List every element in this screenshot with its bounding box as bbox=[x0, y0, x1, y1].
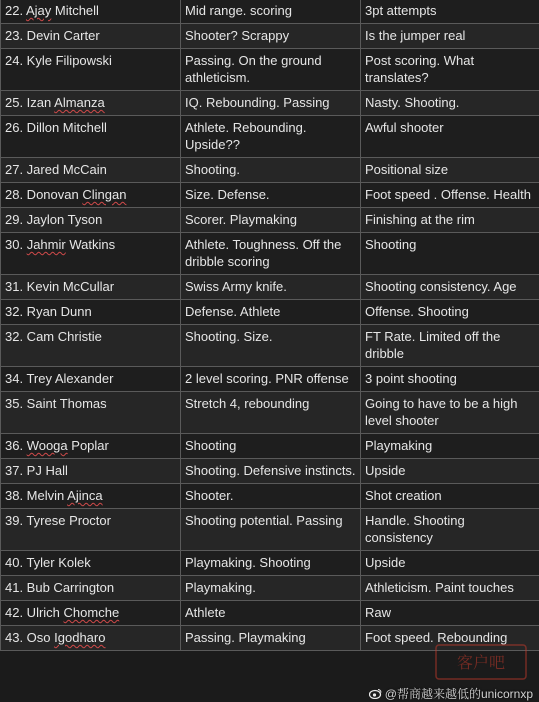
strengths-cell[interactable] bbox=[181, 325, 361, 367]
prospect-name-cell[interactable] bbox=[1, 233, 181, 275]
cell-text: 26. Dillon Mitchell bbox=[5, 120, 107, 135]
cell-text: 3 point shooting bbox=[365, 371, 457, 386]
cell-text: Shooting potential. Passing bbox=[185, 513, 343, 528]
cell-text: Defense. Athlete bbox=[185, 304, 281, 319]
prospect-name-cell[interactable] bbox=[1, 367, 181, 392]
strengths-cell[interactable] bbox=[181, 208, 361, 233]
cell-text: Positional size bbox=[365, 162, 449, 177]
table-row bbox=[1, 601, 539, 626]
prospect-name-cell[interactable] bbox=[1, 208, 181, 233]
strengths-cell[interactable] bbox=[181, 91, 361, 116]
watermark-text: @帮商越来越低的unicornxp bbox=[384, 687, 533, 701]
strengths-cell[interactable] bbox=[181, 367, 361, 392]
weaknesses-cell[interactable] bbox=[361, 24, 539, 49]
prospect-name-cell[interactable] bbox=[1, 91, 181, 116]
weaknesses-cell[interactable] bbox=[361, 367, 539, 392]
cell-text: IQ. Rebounding. Passing bbox=[185, 95, 330, 110]
cell-text: Passing. Playmaking bbox=[185, 630, 306, 645]
cell-text: Post scoring. What translates? bbox=[365, 53, 475, 85]
table-row bbox=[1, 434, 539, 459]
prospect-name-cell[interactable] bbox=[1, 275, 181, 300]
strengths-cell[interactable] bbox=[181, 434, 361, 459]
cell-text: Nasty. Shooting. bbox=[365, 95, 460, 110]
strengths-cell[interactable] bbox=[181, 233, 361, 275]
strengths-cell[interactable] bbox=[181, 601, 361, 626]
cell-text: 42. Ulrich bbox=[5, 605, 64, 620]
cell-text: 40. Tyler Kolek bbox=[5, 555, 91, 570]
cell-text: 32. Cam Christie bbox=[5, 329, 102, 344]
prospect-name-cell[interactable] bbox=[1, 459, 181, 484]
prospect-name-cell[interactable] bbox=[1, 434, 181, 459]
table-row bbox=[1, 233, 539, 275]
cell-text: 41. Bub Carrington bbox=[5, 580, 115, 595]
table-row bbox=[1, 392, 539, 434]
cell-text: 28. Donovan bbox=[5, 187, 83, 202]
cell-text: Shooter? Scrappy bbox=[185, 28, 290, 43]
cell-text: 3pt attempts bbox=[365, 3, 437, 18]
cell-text: Stretch 4, rebounding bbox=[185, 396, 310, 411]
cell-text: 30. bbox=[5, 237, 27, 252]
weaknesses-cell[interactable] bbox=[361, 233, 539, 275]
cell-text: 25. Izan bbox=[5, 95, 55, 110]
prospect-name-cell[interactable] bbox=[1, 325, 181, 367]
weaknesses-cell[interactable] bbox=[361, 49, 539, 91]
prospect-name-cell[interactable] bbox=[1, 158, 181, 183]
cell-text: Playmaking bbox=[365, 438, 433, 453]
table-row bbox=[1, 300, 539, 325]
spellcheck-flagged-word: Clingan bbox=[82, 187, 127, 202]
cell-text: Offense. Shooting bbox=[365, 304, 469, 319]
prospect-name-cell[interactable] bbox=[1, 601, 181, 626]
weaknesses-cell[interactable] bbox=[361, 392, 539, 434]
cell-text: Watkins bbox=[65, 237, 116, 252]
table-row bbox=[1, 116, 539, 158]
prospect-name-cell[interactable] bbox=[1, 300, 181, 325]
prospect-table-body bbox=[1, 0, 539, 651]
weaknesses-cell[interactable] bbox=[361, 601, 539, 626]
prospect-name-cell[interactable] bbox=[1, 116, 181, 158]
watermark-seal-text: 客户吧 bbox=[456, 653, 506, 672]
prospect-name-cell[interactable] bbox=[1, 183, 181, 208]
cell-text: FT Rate. Limited off the dribble bbox=[365, 329, 501, 361]
spellcheck-flagged-word: Almanza bbox=[54, 95, 105, 110]
cell-text: 35. Saint Thomas bbox=[5, 396, 107, 411]
strengths-cell[interactable] bbox=[181, 0, 361, 24]
spellcheck-flagged-word: Ajinca bbox=[67, 488, 103, 503]
cell-text: Finishing at the rim bbox=[365, 212, 475, 227]
cell-text: 39. Tyrese Proctor bbox=[5, 513, 111, 528]
spellcheck-flagged-word: Jahmir bbox=[26, 237, 66, 252]
cell-text: Athlete. Toughness. Off the dribble scoring bbox=[185, 237, 342, 269]
strengths-cell[interactable] bbox=[181, 158, 361, 183]
strengths-cell[interactable] bbox=[181, 459, 361, 484]
table-row bbox=[1, 367, 539, 392]
strengths-cell[interactable] bbox=[181, 49, 361, 91]
cell-text: Swiss Army knife. bbox=[185, 279, 287, 294]
cell-text: Mid range. scoring bbox=[185, 3, 292, 18]
cell-text: Shot creation bbox=[365, 488, 442, 503]
weaknesses-cell[interactable] bbox=[361, 434, 539, 459]
prospect-name-cell[interactable] bbox=[1, 576, 181, 601]
strengths-cell[interactable] bbox=[181, 392, 361, 434]
spellcheck-flagged-word: Ajay bbox=[25, 3, 52, 18]
prospect-name-cell[interactable] bbox=[1, 484, 181, 509]
strengths-cell[interactable] bbox=[181, 551, 361, 576]
cell-text: Raw bbox=[365, 605, 392, 620]
weaknesses-cell[interactable] bbox=[361, 509, 539, 551]
strengths-cell[interactable] bbox=[181, 484, 361, 509]
cell-text: Upside bbox=[365, 555, 406, 570]
cell-text: Upside bbox=[365, 463, 406, 478]
prospect-name-cell[interactable] bbox=[1, 49, 181, 91]
cell-text: 38. Melvin bbox=[5, 488, 68, 503]
table-row bbox=[1, 484, 539, 509]
weibo-icon bbox=[369, 688, 382, 699]
table-row bbox=[1, 576, 539, 601]
cell-text: Scorer. Playmaking bbox=[185, 212, 297, 227]
strengths-cell[interactable] bbox=[181, 183, 361, 208]
cell-text: Is the jumper real bbox=[365, 28, 466, 43]
strengths-cell[interactable] bbox=[181, 24, 361, 49]
cell-text: Playmaking. bbox=[185, 580, 256, 595]
cell-text: Shooter. bbox=[185, 488, 234, 503]
table-row bbox=[1, 275, 539, 300]
cell-text: 32. Ryan Dunn bbox=[5, 304, 92, 319]
cell-text: Shooting consistency. Age bbox=[365, 279, 517, 294]
cell-text: 23. Devin Carter bbox=[5, 28, 100, 43]
table-row bbox=[1, 49, 539, 91]
weaknesses-cell[interactable] bbox=[361, 183, 539, 208]
table-row bbox=[1, 91, 539, 116]
cell-text: 37. PJ Hall bbox=[5, 463, 68, 478]
cell-text: Size. Defense. bbox=[185, 187, 270, 202]
cell-text: Handle. Shooting consistency bbox=[365, 513, 465, 545]
prospect-name-cell[interactable] bbox=[1, 626, 181, 651]
table-row bbox=[1, 551, 539, 576]
cell-text: Foot speed . Offense. Health bbox=[365, 187, 531, 202]
strengths-cell[interactable] bbox=[181, 300, 361, 325]
cell-text: Poplar bbox=[67, 438, 109, 453]
strengths-cell[interactable] bbox=[181, 576, 361, 601]
table-row bbox=[1, 158, 539, 183]
spellcheck-flagged-word: Chomche bbox=[63, 605, 120, 620]
cell-text: 22. bbox=[5, 3, 26, 18]
cell-text: Shooting. bbox=[185, 162, 240, 177]
cell-text: Athlete bbox=[185, 605, 226, 620]
prospect-name-cell[interactable] bbox=[1, 551, 181, 576]
cell-text: 2 level scoring. PNR offense bbox=[185, 371, 349, 386]
strengths-cell[interactable] bbox=[181, 275, 361, 300]
cell-text: 36. bbox=[5, 438, 27, 453]
cell-text: 27. Jared McCain bbox=[5, 162, 107, 177]
cell-text: Shooting. Size. bbox=[185, 329, 273, 344]
cell-text: 31. Kevin McCullar bbox=[5, 279, 115, 294]
cell-text: 43. Oso bbox=[5, 630, 55, 645]
prospect-name-cell[interactable] bbox=[1, 509, 181, 551]
prospect-name-cell[interactable] bbox=[1, 24, 181, 49]
weaknesses-cell[interactable] bbox=[361, 208, 539, 233]
cell-text: Athleticism. Paint touches bbox=[365, 580, 514, 595]
cell-text: Awful shooter bbox=[365, 120, 444, 135]
weaknesses-cell[interactable] bbox=[361, 0, 539, 24]
cell-text: Mitchell bbox=[51, 3, 99, 18]
weaknesses-cell[interactable] bbox=[361, 91, 539, 116]
weaknesses-cell[interactable] bbox=[361, 551, 539, 576]
cell-text: Shooting. Defensive instincts. bbox=[185, 463, 356, 478]
weaknesses-cell[interactable] bbox=[361, 275, 539, 300]
cell-text: Passing. On the ground athleticism. bbox=[185, 53, 322, 85]
weaknesses-cell[interactable] bbox=[361, 158, 539, 183]
cell-text: Athlete. Rebounding. Upside?? bbox=[185, 120, 307, 152]
cell-text: 29. Jaylon Tyson bbox=[5, 212, 103, 227]
watermark-seal-icon bbox=[435, 644, 527, 680]
strengths-cell[interactable] bbox=[181, 116, 361, 158]
cell-text: Shooting bbox=[185, 438, 237, 453]
weaknesses-cell[interactable] bbox=[361, 576, 539, 601]
weaknesses-cell[interactable] bbox=[361, 116, 539, 158]
prospect-name-cell[interactable] bbox=[1, 0, 181, 24]
table-row bbox=[1, 208, 539, 233]
weaknesses-cell[interactable] bbox=[361, 459, 539, 484]
table-row bbox=[1, 0, 539, 24]
watermark bbox=[369, 685, 533, 702]
table-row bbox=[1, 24, 539, 49]
weaknesses-cell[interactable] bbox=[361, 484, 539, 509]
table-row bbox=[1, 183, 539, 208]
table-row bbox=[1, 325, 539, 367]
cell-text: Foot speed. Rebounding bbox=[365, 630, 508, 645]
spellcheck-flagged-word: Igodharo bbox=[54, 630, 106, 645]
cell-text: Playmaking. Shooting bbox=[185, 555, 311, 570]
cell-text: 24. Kyle Filipowski bbox=[5, 53, 112, 68]
prospect-name-cell[interactable] bbox=[1, 392, 181, 434]
strengths-cell[interactable] bbox=[181, 626, 361, 651]
table-row bbox=[1, 459, 539, 484]
weaknesses-cell[interactable] bbox=[361, 300, 539, 325]
cell-text: 34. Trey Alexander bbox=[5, 371, 114, 386]
spellcheck-flagged-word: Wooga bbox=[26, 438, 68, 453]
strengths-cell[interactable] bbox=[181, 509, 361, 551]
cell-text: Going to have to be a high level shooter bbox=[365, 396, 518, 428]
weaknesses-cell[interactable] bbox=[361, 325, 539, 367]
table-row bbox=[1, 509, 539, 551]
cell-text: Shooting bbox=[365, 237, 417, 252]
